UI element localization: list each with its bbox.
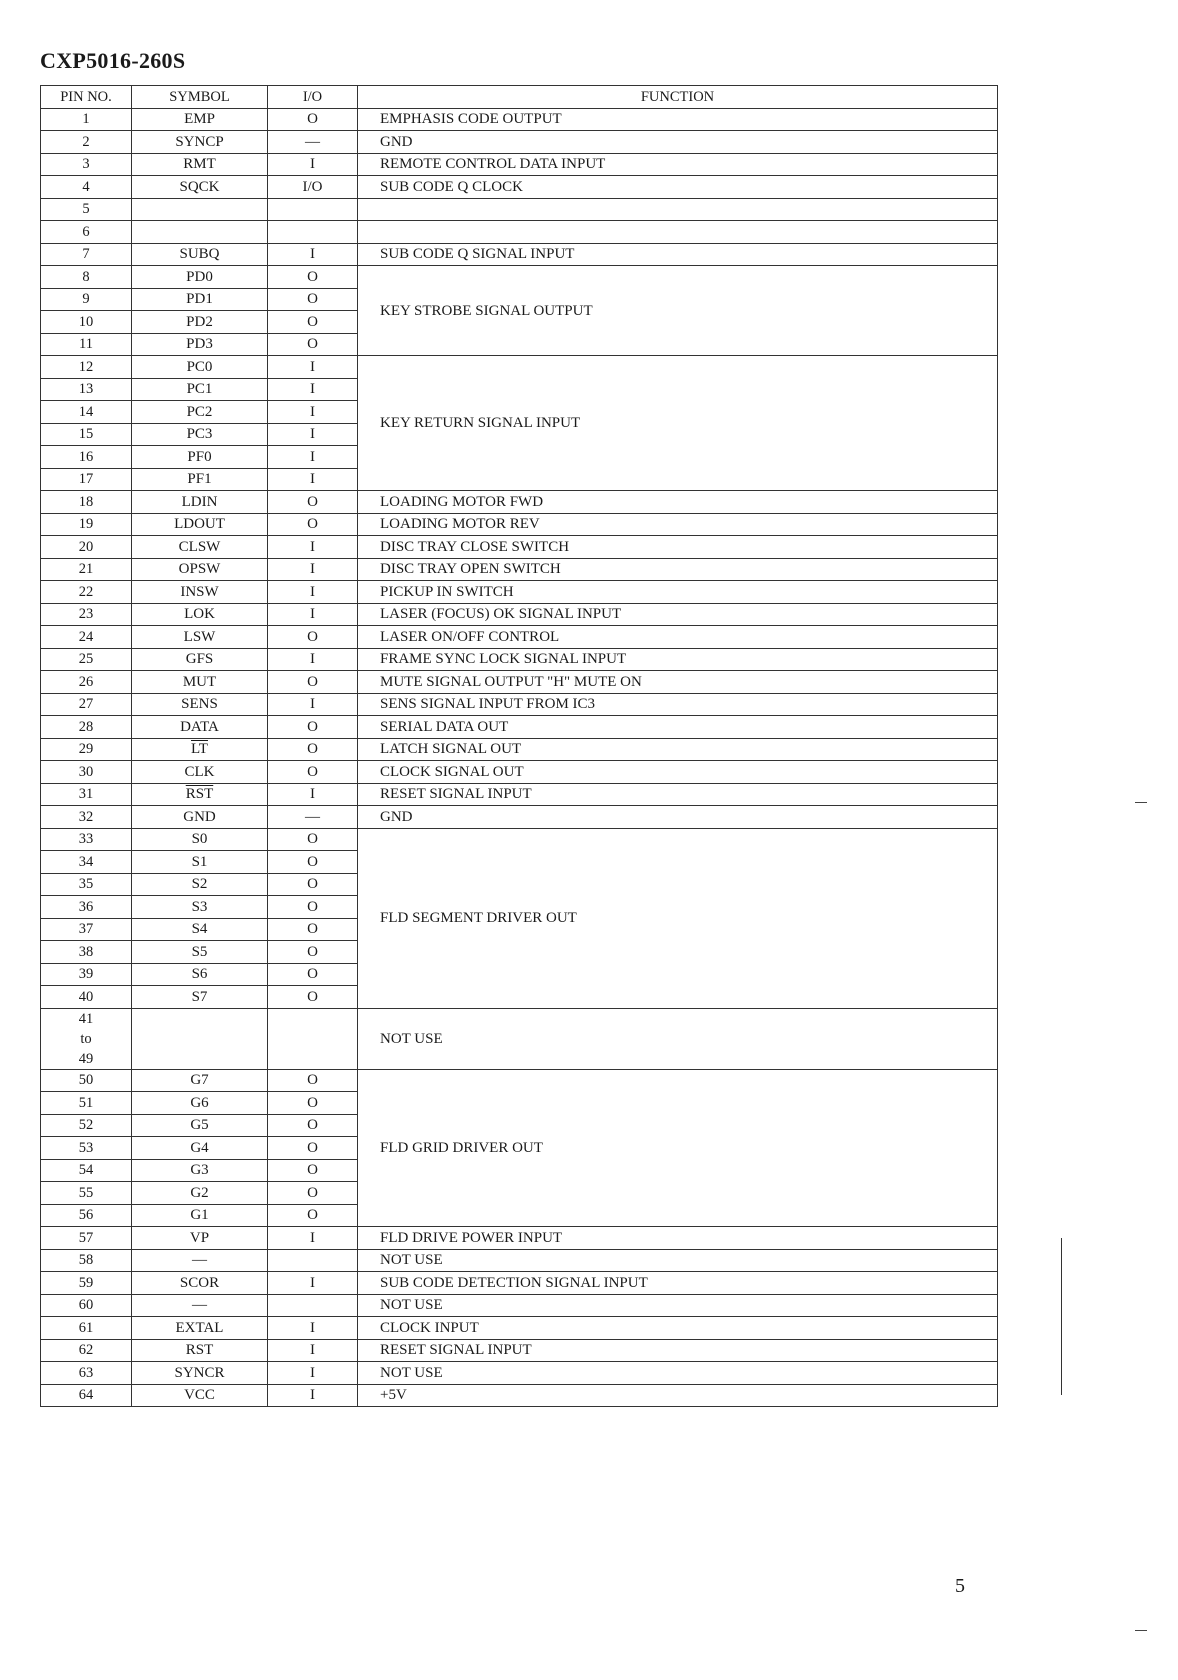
pin-number: 28: [41, 716, 132, 739]
pin-function: CLOCK SIGNAL OUT: [358, 761, 998, 784]
pin-number: 33: [41, 828, 132, 851]
pin-function: SUB CODE Q SIGNAL INPUT: [358, 243, 998, 266]
pin-symbol: PC3: [132, 423, 268, 446]
pin-io: [268, 221, 358, 244]
pin-function: SUB CODE DETECTION SIGNAL INPUT: [358, 1272, 998, 1295]
pin-symbol: S2: [132, 873, 268, 896]
pin-io: O: [268, 873, 358, 896]
pin-symbol: PC1: [132, 378, 268, 401]
pin-number: 64: [41, 1384, 132, 1407]
pin-function: [358, 221, 998, 244]
pin-number: 29: [41, 738, 132, 761]
pin-io: I: [268, 378, 358, 401]
pin-number: 10: [41, 311, 132, 334]
pin-number: 17: [41, 468, 132, 491]
pin-symbol: VCC: [132, 1384, 268, 1407]
pin-symbol: S3: [132, 896, 268, 919]
table-row: [41, 626, 998, 649]
pin-io: O: [268, 716, 358, 739]
table-row: [41, 1227, 998, 1250]
pin-number: 5: [41, 198, 132, 221]
table-row: [41, 108, 998, 131]
table-row: [41, 671, 998, 694]
pin-symbol: [132, 198, 268, 221]
pin-number: 23: [41, 603, 132, 626]
pin-number: 61: [41, 1317, 132, 1340]
pin-function: KEY RETURN SIGNAL INPUT: [358, 356, 998, 491]
pin-symbol: PD1: [132, 288, 268, 311]
pin-function: NOT USE: [358, 1362, 998, 1385]
pin-function-table: [40, 85, 998, 1407]
pin-io: O: [268, 851, 358, 874]
pin-io: I: [268, 536, 358, 559]
pin-number: 32: [41, 806, 132, 829]
pin-number: 62: [41, 1339, 132, 1362]
pin-function: KEY STROBE SIGNAL OUTPUT: [358, 266, 998, 356]
pin-function: MUTE SIGNAL OUTPUT "H" MUTE ON: [358, 671, 998, 694]
pin-io: I: [268, 558, 358, 581]
pin-symbol: MUT: [132, 671, 268, 694]
pin-symbol: GND: [132, 806, 268, 829]
margin-tick: [1135, 802, 1147, 803]
pin-io: I/O: [268, 176, 358, 199]
pin-io: I: [268, 243, 358, 266]
table-header-row: [41, 86, 998, 109]
header-symbol: SYMBOL: [132, 86, 268, 109]
pin-number: 41 to 49: [41, 1008, 132, 1069]
pin-function: PICKUP IN SWITCH: [358, 581, 998, 604]
pin-function: FLD SEGMENT DRIVER OUT: [358, 828, 998, 1008]
pin-number: 8: [41, 266, 132, 289]
pin-number: 40: [41, 986, 132, 1009]
pin-io: I: [268, 468, 358, 491]
pin-symbol: [132, 221, 268, 244]
pin-symbol: G2: [132, 1182, 268, 1205]
pin-number: 18: [41, 491, 132, 514]
pin-symbol: VP: [132, 1227, 268, 1250]
pin-io: O: [268, 1159, 358, 1182]
table-row: [41, 131, 998, 154]
pin-number: 25: [41, 648, 132, 671]
pin-symbol: DATA: [132, 716, 268, 739]
pin-symbol: INSW: [132, 581, 268, 604]
table-row: [41, 806, 998, 829]
pin-function: NOT USE: [358, 1249, 998, 1272]
pin-number: 4: [41, 176, 132, 199]
table-row: [41, 266, 998, 289]
table-row: [41, 536, 998, 559]
pin-function: GND: [358, 131, 998, 154]
pin-symbol: $\overline{LT}$: [132, 738, 268, 761]
table-row: [41, 153, 998, 176]
table-row: [41, 738, 998, 761]
pin-io: I: [268, 648, 358, 671]
table-row: [41, 176, 998, 199]
pin-io: O: [268, 108, 358, 131]
table-row: [41, 243, 998, 266]
pin-number: 13: [41, 378, 132, 401]
pin-symbol: G3: [132, 1159, 268, 1182]
pin-function: NOT USE: [358, 1294, 998, 1317]
pin-io: O: [268, 513, 358, 536]
pin-io: I: [268, 153, 358, 176]
pin-io: O: [268, 288, 358, 311]
pin-function: SERIAL DATA OUT: [358, 716, 998, 739]
pin-function: LATCH SIGNAL OUT: [358, 738, 998, 761]
pin-number: 21: [41, 558, 132, 581]
pin-number: 54: [41, 1159, 132, 1182]
pin-symbol: CLSW: [132, 536, 268, 559]
pin-io: O: [268, 626, 358, 649]
pin-io: O: [268, 963, 358, 986]
pin-symbol: PC2: [132, 401, 268, 424]
pin-number: 57: [41, 1227, 132, 1250]
pin-io: I: [268, 356, 358, 379]
pin-io: I: [268, 783, 358, 806]
pin-io: I: [268, 423, 358, 446]
pin-number: 22: [41, 581, 132, 604]
table-row: [41, 1249, 998, 1272]
pin-function: LOADING MOTOR FWD: [358, 491, 998, 514]
pin-symbol: S0: [132, 828, 268, 851]
pin-io: I: [268, 1227, 358, 1250]
table-row: [41, 198, 998, 221]
table-row: [41, 1272, 998, 1295]
pin-function: DISC TRAY OPEN SWITCH: [358, 558, 998, 581]
pin-io: O: [268, 1204, 358, 1227]
pin-symbol: RMT: [132, 153, 268, 176]
pin-function: LASER ON/OFF CONTROL: [358, 626, 998, 649]
table-row: [41, 828, 998, 851]
pin-symbol: PD3: [132, 333, 268, 356]
pin-number: 30: [41, 761, 132, 784]
page-number: 5: [955, 1575, 965, 1597]
pin-number: 12: [41, 356, 132, 379]
table-row: [41, 716, 998, 739]
pin-function: NOT USE: [358, 1008, 998, 1069]
pin-io: —: [268, 131, 358, 154]
pin-io: I: [268, 1384, 358, 1407]
table-row: [41, 491, 998, 514]
pin-symbol: LOK: [132, 603, 268, 626]
pin-number: 63: [41, 1362, 132, 1385]
pin-symbol: RST: [132, 1339, 268, 1362]
pin-io: O: [268, 266, 358, 289]
pin-io: I: [268, 1362, 358, 1385]
pin-number: 38: [41, 941, 132, 964]
pin-io: I: [268, 1339, 358, 1362]
pin-table-body: [41, 108, 998, 1407]
pin-io: O: [268, 1182, 358, 1205]
pin-io: O: [268, 333, 358, 356]
pin-function: GND: [358, 806, 998, 829]
pin-number: 34: [41, 851, 132, 874]
pin-symbol: SYNCR: [132, 1362, 268, 1385]
table-row: [41, 1294, 998, 1317]
pin-symbol: SQCK: [132, 176, 268, 199]
pin-number: 60: [41, 1294, 132, 1317]
pin-symbol: G1: [132, 1204, 268, 1227]
pin-number: 14: [41, 401, 132, 424]
table-row: [41, 1069, 998, 1092]
pin-io: I: [268, 446, 358, 469]
pin-number: 15: [41, 423, 132, 446]
pin-function: RESET SIGNAL INPUT: [358, 783, 998, 806]
pin-symbol: OPSW: [132, 558, 268, 581]
pin-io: O: [268, 761, 358, 784]
pin-function: EMPHASIS CODE OUTPUT: [358, 108, 998, 131]
pin-number: 50: [41, 1069, 132, 1092]
pin-number: 11: [41, 333, 132, 356]
pin-symbol: G4: [132, 1137, 268, 1160]
pin-number: 2: [41, 131, 132, 154]
pin-symbol: G5: [132, 1114, 268, 1137]
table-row: [41, 1317, 998, 1340]
pin-symbol: PC0: [132, 356, 268, 379]
pin-number: 9: [41, 288, 132, 311]
pin-symbol: G6: [132, 1092, 268, 1115]
pin-io: I: [268, 1317, 358, 1340]
pin-function: FRAME SYNC LOCK SIGNAL INPUT: [358, 648, 998, 671]
pin-io: O: [268, 896, 358, 919]
margin-tick: [1135, 1630, 1147, 1631]
pin-function: SENS SIGNAL INPUT FROM IC3: [358, 693, 998, 716]
pin-number: 20: [41, 536, 132, 559]
pin-symbol: GFS: [132, 648, 268, 671]
pin-io: O: [268, 1069, 358, 1092]
pin-number: 58: [41, 1249, 132, 1272]
pin-symbol: EXTAL: [132, 1317, 268, 1340]
pin-symbol: SCOR: [132, 1272, 268, 1295]
pin-io: O: [268, 491, 358, 514]
table-row: [41, 761, 998, 784]
pin-symbol: [132, 1008, 268, 1069]
pin-io: O: [268, 738, 358, 761]
pin-symbol: EMP: [132, 108, 268, 131]
pin-function: CLOCK INPUT: [358, 1317, 998, 1340]
pin-symbol: PD0: [132, 266, 268, 289]
table-row: [41, 1339, 998, 1362]
header-function: FUNCTION: [358, 86, 998, 109]
pin-io: O: [268, 1092, 358, 1115]
table-row: [41, 581, 998, 604]
pin-io: O: [268, 311, 358, 334]
pin-symbol: —: [132, 1249, 268, 1272]
pin-symbol: S1: [132, 851, 268, 874]
pin-symbol: SUBQ: [132, 243, 268, 266]
pin-symbol: —: [132, 1294, 268, 1317]
pin-symbol: S5: [132, 941, 268, 964]
pin-symbol: CLK: [132, 761, 268, 784]
pin-io: [268, 1249, 358, 1272]
table-row: [41, 1008, 998, 1069]
pin-symbol: $\overline{RST}$: [132, 783, 268, 806]
pin-number: 3: [41, 153, 132, 176]
table-row: [41, 513, 998, 536]
pin-number: 56: [41, 1204, 132, 1227]
pin-function: DISC TRAY CLOSE SWITCH: [358, 536, 998, 559]
pin-number: 19: [41, 513, 132, 536]
pin-io: [268, 1294, 358, 1317]
pin-function: FLD DRIVE POWER INPUT: [358, 1227, 998, 1250]
pin-number: 27: [41, 693, 132, 716]
pin-number: 35: [41, 873, 132, 896]
pin-function: REMOTE CONTROL DATA INPUT: [358, 153, 998, 176]
pin-function: +5V: [358, 1384, 998, 1407]
pin-io: [268, 1008, 358, 1069]
pin-io: O: [268, 1114, 358, 1137]
pin-symbol: LSW: [132, 626, 268, 649]
pin-number: 26: [41, 671, 132, 694]
pin-io: O: [268, 941, 358, 964]
pin-number: 59: [41, 1272, 132, 1295]
pin-number: 7: [41, 243, 132, 266]
pin-io: [268, 198, 358, 221]
pin-number: 1: [41, 108, 132, 131]
pin-function: FLD GRID DRIVER OUT: [358, 1069, 998, 1227]
table-row: [41, 356, 998, 379]
header-pin-no: PIN NO.: [41, 86, 132, 109]
pin-number: 39: [41, 963, 132, 986]
pin-symbol: S6: [132, 963, 268, 986]
pin-io: —: [268, 806, 358, 829]
pin-symbol: PD2: [132, 311, 268, 334]
pin-symbol: LDOUT: [132, 513, 268, 536]
table-row: [41, 558, 998, 581]
pin-io: O: [268, 671, 358, 694]
pin-io: O: [268, 986, 358, 1009]
pin-io: I: [268, 401, 358, 424]
pin-number: 52: [41, 1114, 132, 1137]
table-row: [41, 648, 998, 671]
pin-number: 55: [41, 1182, 132, 1205]
pin-number: 36: [41, 896, 132, 919]
document-title: CXP5016-260S: [40, 48, 186, 73]
pin-symbol: SYNCP: [132, 131, 268, 154]
pin-number: 53: [41, 1137, 132, 1160]
pin-function: RESET SIGNAL INPUT: [358, 1339, 998, 1362]
pin-function: LASER (FOCUS) OK SIGNAL INPUT: [358, 603, 998, 626]
pin-io: I: [268, 693, 358, 716]
pin-symbol: PF0: [132, 446, 268, 469]
pin-function: SUB CODE Q CLOCK: [358, 176, 998, 199]
pin-io: O: [268, 918, 358, 941]
pin-io: O: [268, 1137, 358, 1160]
pin-function: LOADING MOTOR REV: [358, 513, 998, 536]
pin-io: I: [268, 1272, 358, 1295]
pin-symbol: G7: [132, 1069, 268, 1092]
table-row: [41, 783, 998, 806]
pin-symbol: LDIN: [132, 491, 268, 514]
pin-io: O: [268, 828, 358, 851]
table-row: [41, 693, 998, 716]
pin-number: 37: [41, 918, 132, 941]
pin-number: 16: [41, 446, 132, 469]
pin-number: 24: [41, 626, 132, 649]
pin-number: 6: [41, 221, 132, 244]
table-row: [41, 221, 998, 244]
pin-symbol: S7: [132, 986, 268, 1009]
pin-io: I: [268, 603, 358, 626]
pin-symbol: SENS: [132, 693, 268, 716]
table-row: [41, 603, 998, 626]
pin-function: [358, 198, 998, 221]
pin-io: I: [268, 581, 358, 604]
pin-symbol: PF1: [132, 468, 268, 491]
pin-number: 51: [41, 1092, 132, 1115]
header-io: I/O: [268, 86, 358, 109]
margin-bracket: [1050, 1238, 1062, 1395]
pin-symbol: S4: [132, 918, 268, 941]
table-row: [41, 1384, 998, 1407]
table-row: [41, 1362, 998, 1385]
pin-number: 31: [41, 783, 132, 806]
